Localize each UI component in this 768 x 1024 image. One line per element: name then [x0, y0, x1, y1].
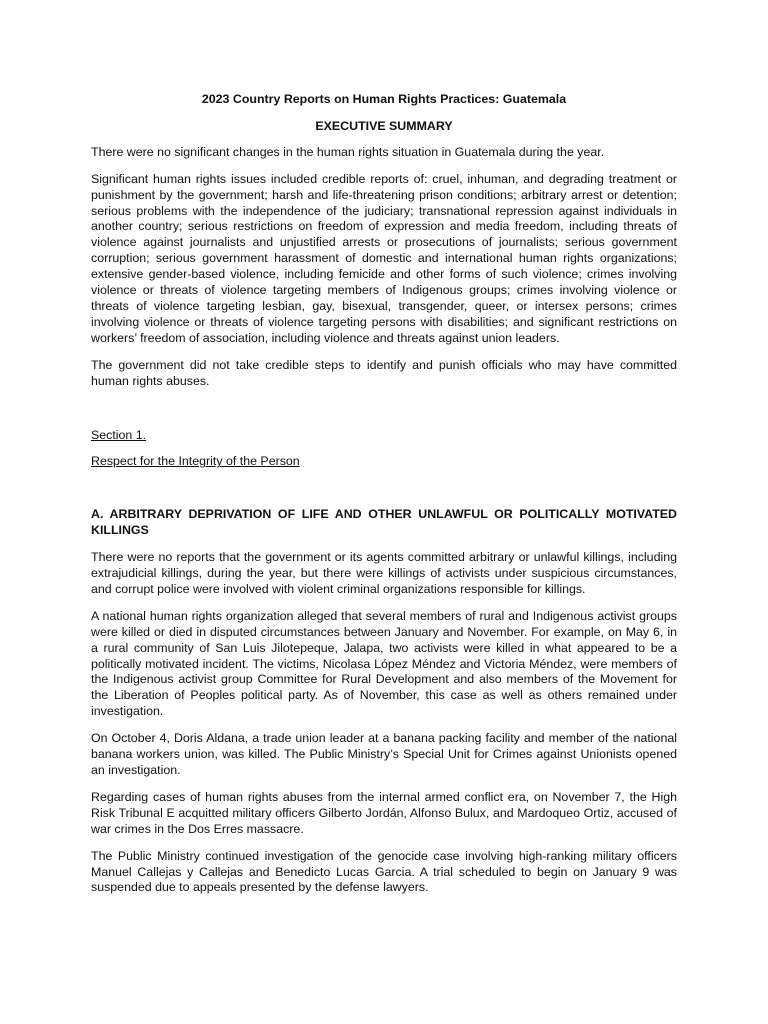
executive-summary-heading: EXECUTIVE SUMMARY [315, 118, 453, 133]
section-paragraph: A national human rights organization alleged that several members of rural and Indigenous activist groups were killed or died in disputed circumstances between January and November. For example, on May 6, in a rural community of San Luis Jilotepeque, Jalapa, two activists were killed in what appeared to be a politically motivated incident. The victims, Nicolasa López Méndez and Victoria Méndez, were members of the Indigenous activist group Committee for Rural Development and also members of the Movement for the Liberation of Peoples political party. As of November, this case as well as others remained under investigation. [91, 608, 677, 719]
section-title-link[interactable]: Respect for the Integrity of the Person [91, 454, 300, 469]
subsection-heading: A. ARBITRARY DEPRIVATION OF LIFE AND OTHER UNLAWFUL OR POLITICALLY MOTIVATED KILLINGS [91, 507, 677, 538]
summary-paragraph: Significant human rights issues included credible reports of: cruel, inhuman, and degrading treatment or punishment by the government; harsh and life-threatening prison conditions; arbitrary arrest or detention; serious problems with the independence of the judiciary; transnational repression against individuals in another country; serious restrictions on freedom of expression and media freedom, including threats of violence against journalists and unjustified arrests or prosecutions of journalists; serious government corruption; serious government harassment of domestic and international human rights organizations; extensive gender-based violence, including femicide and other forms of such violence; crimes involving violence or threats of violence targeting members of Indigenous groups; crimes involving violence or threats of violence targeting lesbian, gay, bisexual, transgender, queer, or intersex persons; crimes involving violence or threats of violence targeting persons with disabilities; and significant restrictions on workers’ freedom of association, including violence and threats against union leaders. [91, 171, 677, 345]
document-title: 2023 Country Reports on Human Rights Practices: Guatemala [201, 92, 567, 106]
section-paragraph: On October 4, Doris Aldana, a trade union leader at a banana packing facility and member of the national banana workers union, was killed. The Public Ministry’s Special Unit for Crimes against Unionists opened an investigation. [91, 731, 677, 777]
section-paragraph: There were no reports that the government or its agents committed arbitrary or unlawful killings, including extrajudicial killings, during the year, but there were killings of activists under suspicious circumstances, and corrupt police were involved with violent criminal organizations responsible for killings. [91, 550, 677, 596]
section-label-link[interactable]: Section 1. [91, 427, 147, 442]
section-paragraph: Regarding cases of human rights abuses from the internal armed conflict era, on November 7, the High Risk Tribunal E acquitted military officers Gilberto Jordán, Alfonso Bulux, and Mardoqueo Ortiz, accused of war crimes in the Dos Erres massacre. [91, 789, 677, 836]
section-paragraph: The Public Ministry continued investigation of the genocide case involving high-ranking military officers Manuel Callejas y Callejas and Benedicto Lucas Garcia. A trial scheduled to begin on January 9 was suspended due to appeals presented by the defense lawyers. [91, 848, 677, 895]
summary-paragraph: The government did not take credible steps to identify and punish officials who may have committed human rights abuses. [91, 357, 677, 388]
summary-paragraph: There were no significant changes in the human rights situation in Guatemala during the year. [91, 144, 605, 159]
